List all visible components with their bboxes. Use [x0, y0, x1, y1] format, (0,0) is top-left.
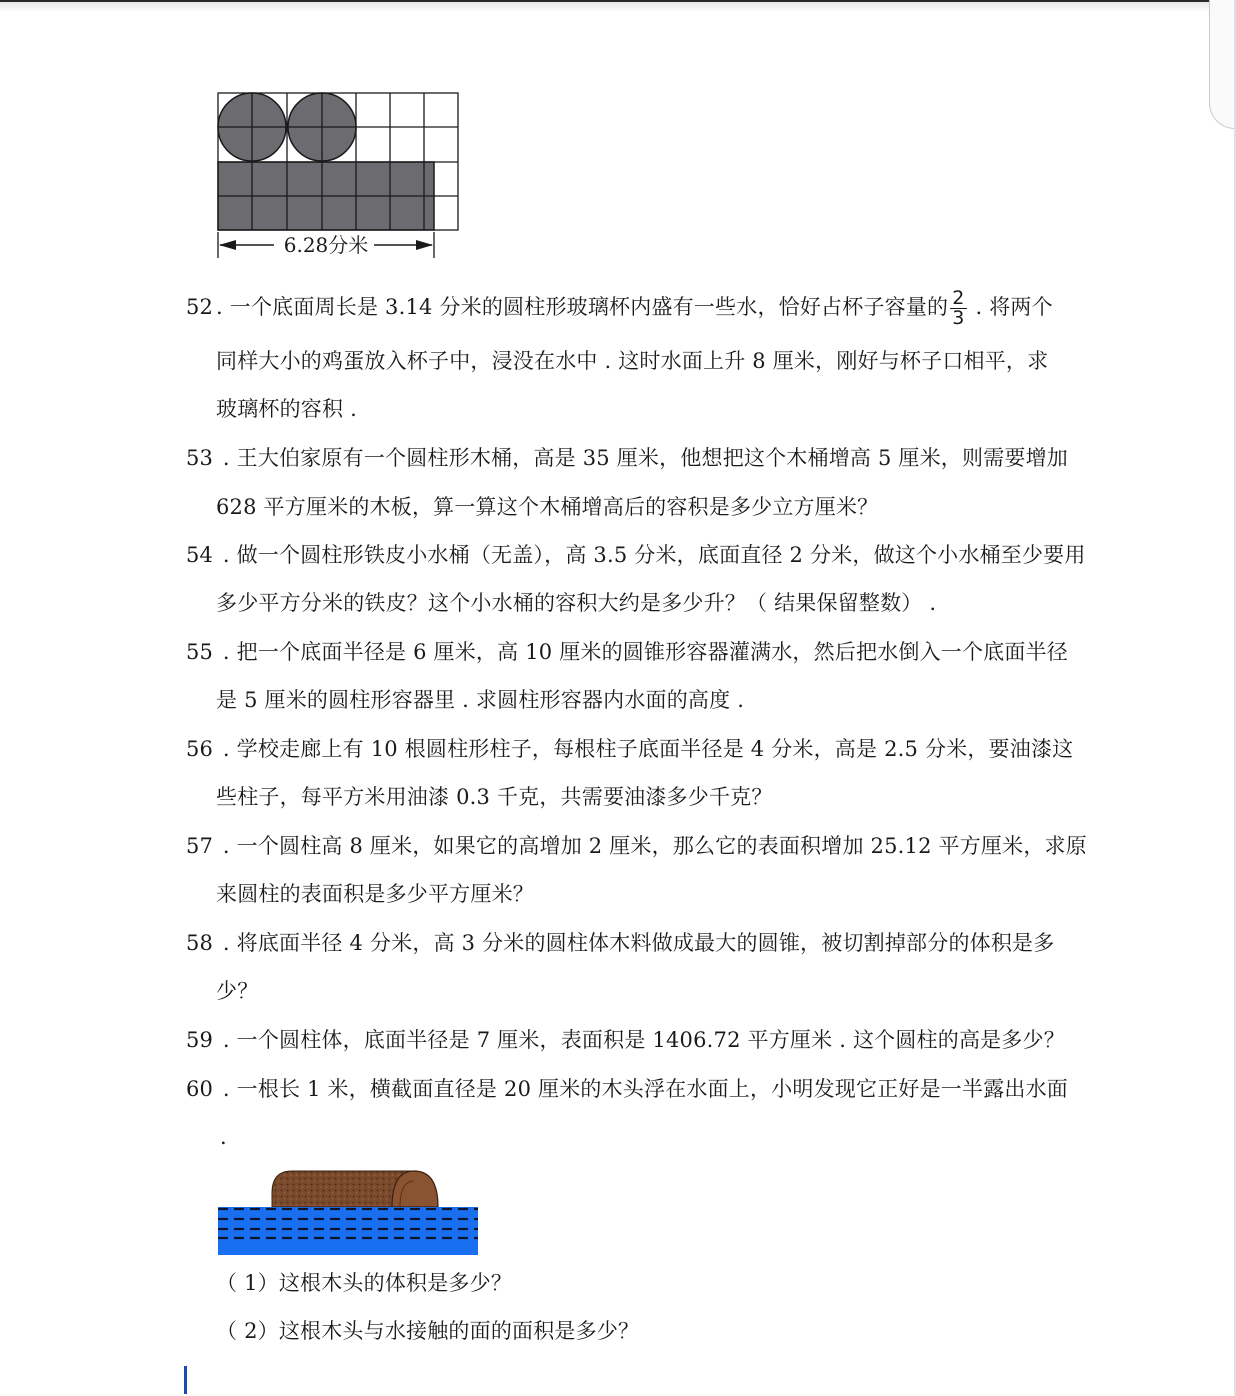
question-57: 57 . 一个圆柱高 8 厘米，如果它的高增加 2 厘米，那么它的表面积增加 25.12 平方厘米，求原 [186, 834, 1087, 858]
question-55-line2: 是 5 厘米的圆柱形容器里 . 求圆柱形容器内水面的高度 . [216, 688, 745, 712]
question-57-line2: 来圆柱的表面积是多少平方厘米？ [216, 882, 534, 906]
question-52-line3: 玻璃杯的容积 . [216, 397, 357, 421]
question-60: 60 . 一根长 1 米，横截面直径是 20 厘米的木头浮在水面上，小明发现它正好是一半露出水面 [186, 1077, 1069, 1101]
page-corner [1209, 0, 1236, 129]
question-58-line2: 少？ [216, 979, 259, 1003]
question-56: 56 . 学校走廊上有 10 根圆柱形柱子，每根柱子底面半径是 4 分米，高是 2.5 分米，要油漆这 [186, 737, 1074, 761]
water [218, 1207, 478, 1255]
text-cursor [184, 1366, 187, 1394]
floating-log-figure [214, 1165, 484, 1257]
dimension-label: 6.28分米 [283, 233, 369, 257]
question-53-line2: 628 平方厘米的木板，算一算这个木桶增高后的容积是多少立方厘米？ [216, 495, 879, 519]
question-52: 52 . 一个底面周长是 3.14 分米的圆柱形玻璃杯内盛有一些水，恰好占杯子容量的 $\frac{2}{3}$ . 将两个 [186, 287, 1053, 329]
top-shadow [0, 2, 1236, 12]
question-53: 53 . 王大伯家原有一个圆柱形木桶，高是 35 厘米，他想把这个木桶增高 5 厘米，则需要增加 [186, 446, 1069, 470]
question-59: 59 . 一个圆柱体，底面半径是 7 厘米，表面积是 1406.72 平方厘米 . 这个圆柱的高是多少？ [186, 1028, 1065, 1052]
question-60-line2: . [220, 1125, 227, 1149]
fraction: $\frac{2}{3}$ [952, 287, 965, 329]
question-56-line2: 些柱子，每平方米用油漆 0.3 千克，共需要油漆多少千克？ [216, 785, 773, 809]
question-52-line2: 同样大小的鸡蛋放入杯子中，浸没在水中 . 这时水面上升 8 厘米，刚好与杯子口相平，求 [216, 349, 1049, 373]
subquestion-2: （ 2）这根木头与水接触的面的面积是多少？ [216, 1319, 640, 1343]
question-54-line2: 多少平方分米的铁皮？这个小水桶的容积大约是多少升？（ 结果保留整数） . [216, 591, 937, 615]
question-55: 55 . 把一个底面半径是 6 厘米，高 10 厘米的圆锥形容器灌满水，然后把水倒入一个底面半径 [186, 640, 1069, 664]
question-54: 54 . 做一个圆柱形铁皮小水桶（无盖），高 3.5 分米，底面直径 2 分米，做这个小水桶至少要用 [186, 543, 1086, 567]
question-58: 58 . 将底面半径 4 分米，高 3 分米的圆柱体木料做成最大的圆锥，被切割掉部分的体积是多 [186, 931, 1055, 955]
subquestion-1: （ 1）这根木头的体积是多少？ [216, 1271, 513, 1295]
cylinder-net-figure [214, 90, 464, 260]
